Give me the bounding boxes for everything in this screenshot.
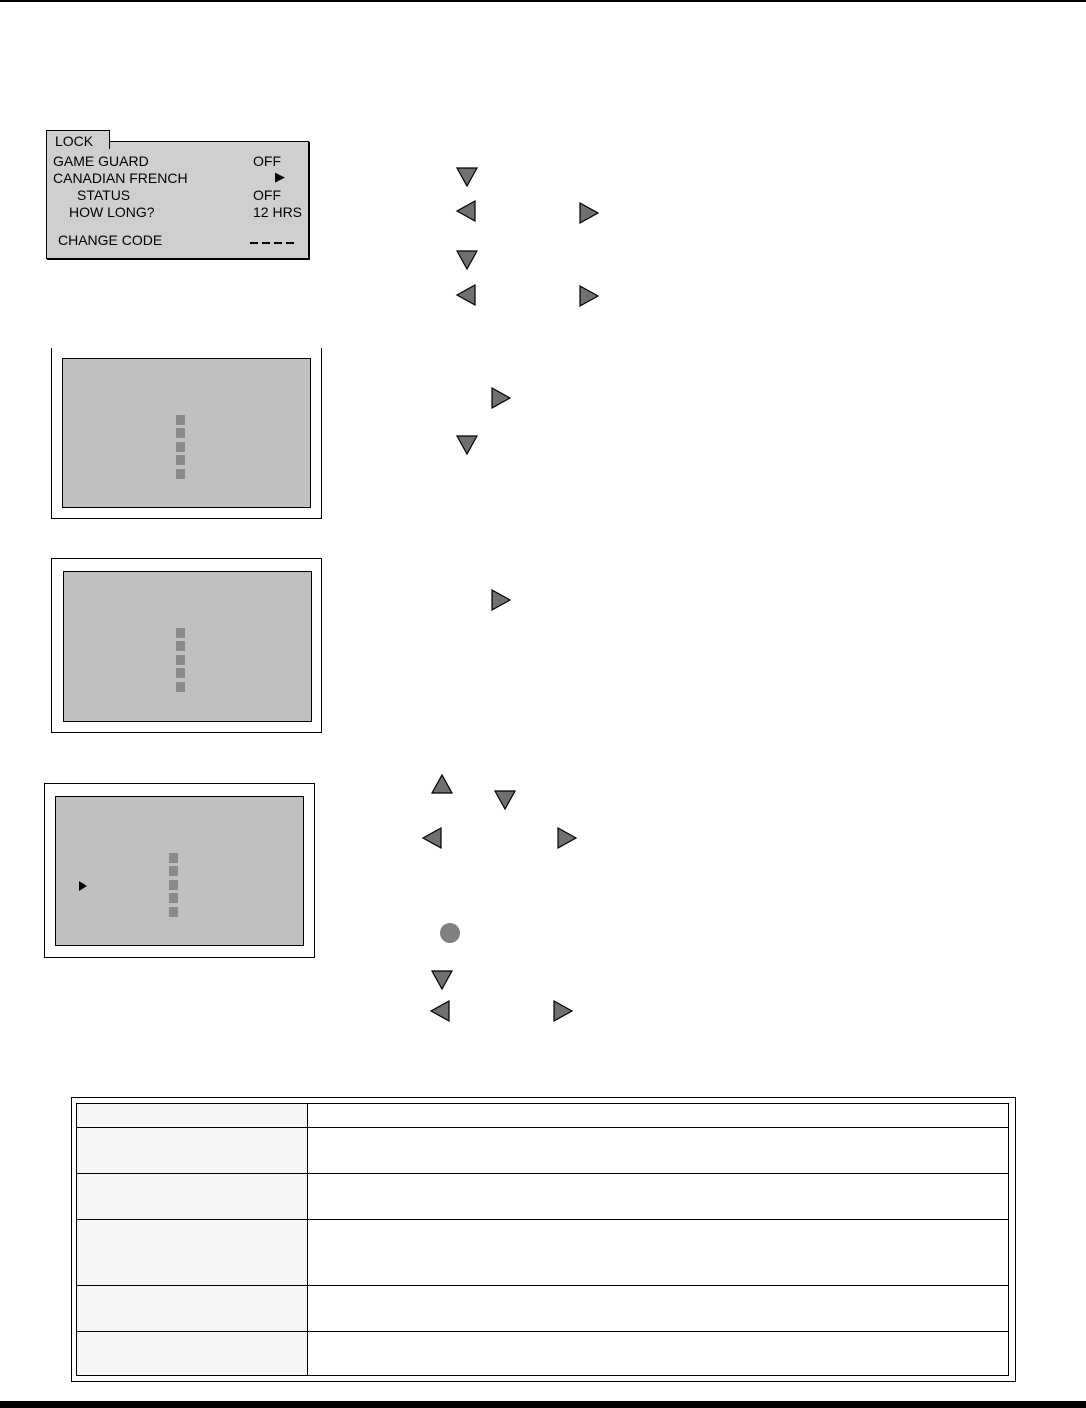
screen-3-block <box>169 853 178 863</box>
screen-2-block <box>176 682 185 692</box>
screen-3-block <box>169 893 178 903</box>
screen-3 <box>55 796 304 946</box>
table-cell <box>308 1104 1009 1128</box>
screen-3-block <box>169 880 178 890</box>
screen-1-block <box>176 415 185 425</box>
action-button-icon[interactable] <box>438 921 462 945</box>
top-rule <box>0 0 1086 2</box>
code-placeholder-dash <box>274 242 282 244</box>
up-arrow-icon[interactable] <box>430 772 454 796</box>
screen-2-block <box>176 668 185 678</box>
down-arrow-icon[interactable] <box>455 248 479 272</box>
bottom-rule <box>0 1401 1086 1408</box>
down-arrow-icon[interactable] <box>455 433 479 457</box>
info-table <box>76 1103 1009 1376</box>
code-placeholder-dash <box>286 242 294 244</box>
table-cell <box>77 1174 308 1220</box>
table-cell <box>308 1286 1009 1332</box>
selection-pointer-icon <box>79 881 87 891</box>
down-arrow-icon[interactable] <box>493 788 517 812</box>
code-placeholder-dash <box>262 242 270 244</box>
screen-3-block <box>169 866 178 876</box>
table-cell <box>77 1128 308 1174</box>
table-cell <box>308 1174 1009 1220</box>
game-guard-value: OFF <box>253 153 281 169</box>
lock-menu-tab <box>46 130 110 149</box>
left-arrow-icon[interactable] <box>454 283 478 307</box>
how-long-value: 12 HRS <box>253 204 303 220</box>
table-cell <box>77 1332 308 1376</box>
left-arrow-icon[interactable] <box>420 826 444 850</box>
table-row <box>77 1128 1009 1174</box>
right-arrow-icon[interactable] <box>577 201 601 225</box>
menu-item-canadian-french[interactable]: CANADIAN FRENCH <box>53 170 188 186</box>
screen-1-block <box>176 428 185 438</box>
screen-1 <box>62 358 311 508</box>
table-cell <box>77 1104 308 1128</box>
table-row <box>77 1220 1009 1286</box>
screen-1-block <box>176 455 185 465</box>
menu-item-game-guard[interactable]: GAME GUARD <box>53 153 149 169</box>
right-arrow-icon[interactable] <box>577 284 601 308</box>
screen-2-block <box>176 655 185 665</box>
right-arrow-icon[interactable] <box>489 386 513 410</box>
down-arrow-icon[interactable] <box>430 968 454 992</box>
lock-menu-title: LOCK <box>55 133 94 149</box>
screen-2 <box>63 571 312 722</box>
right-arrow-icon[interactable] <box>555 826 579 850</box>
table-cell <box>77 1286 308 1332</box>
right-arrow-icon[interactable] <box>551 999 575 1023</box>
table-cell <box>308 1128 1009 1174</box>
screen-1-block <box>176 469 185 479</box>
table-header-row <box>77 1104 1009 1128</box>
menu-item-how-long[interactable]: HOW LONG? <box>69 204 155 220</box>
left-arrow-icon[interactable] <box>454 199 478 223</box>
menu-item-change-code[interactable]: CHANGE CODE <box>58 232 163 248</box>
submenu-arrow-icon: ▶ <box>275 169 285 184</box>
table-cell <box>308 1332 1009 1376</box>
right-arrow-icon[interactable] <box>489 588 513 612</box>
screen-2-block <box>176 628 185 638</box>
screen-2-block <box>176 641 185 651</box>
table-row <box>77 1174 1009 1220</box>
screen-3-block <box>169 907 178 917</box>
table-row <box>77 1286 1009 1332</box>
screen-1-block <box>176 442 185 452</box>
code-placeholder-dash <box>250 242 258 244</box>
table-cell <box>77 1220 308 1286</box>
table-row <box>77 1332 1009 1376</box>
status-value: OFF <box>253 187 281 203</box>
down-arrow-icon[interactable] <box>455 165 479 189</box>
table-cell <box>308 1220 1009 1286</box>
left-arrow-icon[interactable] <box>428 999 452 1023</box>
menu-item-status[interactable]: STATUS <box>77 187 131 203</box>
